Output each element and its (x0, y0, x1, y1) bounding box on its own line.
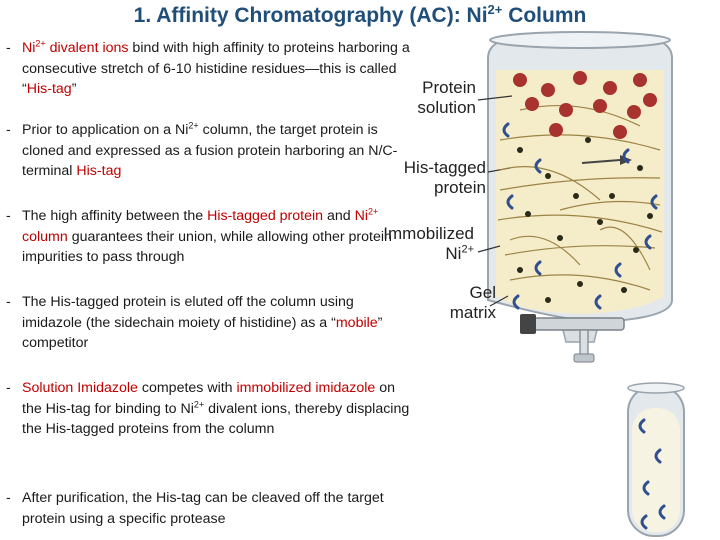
protein-molecule (643, 93, 657, 107)
ni-bead (545, 173, 551, 179)
label-immobilized-ni: Immobilized $Ni^{2+}$ (383, 224, 474, 263)
protein-molecule (593, 99, 607, 113)
protein-molecule (613, 125, 627, 139)
ni-bead (525, 211, 531, 217)
ni-bead (517, 147, 523, 153)
bullet-3-segment: His-tagged protein (207, 208, 324, 224)
ni-bead (545, 297, 551, 303)
ni-bead (557, 235, 563, 241)
label-protein-solution: Protein solution (417, 78, 476, 117)
bullet-2: - Prior to application on a $Ni^{2+}$ column, the target protein is cloned and expressed as a fusion protein harboring an N/C-terminal His-tag (6, 120, 416, 182)
bullet-2-segment: column, the target protein is cloned and expressed as a fusion protein harboring an N/C-terminal (22, 122, 398, 179)
bullet-5: - Solution Imidazole competes with immobilized imidazole on the His-tag for binding to $Ni^{2+}$ divalent ions, thereby displacing the His-tagged proteins from the column (6, 378, 416, 440)
label-his-tagged-protein: His-tagged protein (403, 158, 486, 197)
bullet-1-segment: ” (71, 81, 77, 97)
ni-bead (597, 219, 603, 225)
bullet-1-segment: bind with high affinity to proteins harboring a consecutive stretch of 6-10 histidine residues—this is called “ (22, 40, 410, 97)
protein-molecule (603, 81, 617, 95)
bullet-5-segment: Solution Imidazole (22, 380, 138, 396)
protein-molecule (633, 73, 647, 87)
protein-molecule (573, 71, 587, 85)
protein-molecule (541, 83, 555, 97)
protein-molecule (559, 103, 573, 117)
ni-bead (633, 247, 639, 253)
protein-molecule (549, 123, 563, 137)
ni-bead (637, 165, 643, 171)
bullet-3-segment: Ni (354, 208, 368, 224)
bullet-1-segment: divalent ions (45, 40, 129, 56)
ni-bead (517, 267, 523, 273)
tube-rim (628, 383, 684, 393)
ni-bead (621, 287, 627, 293)
protein-molecule (525, 97, 539, 111)
bullet-4-segment: The His-tagged protein is eluted off the column using imidazole (the sidechain moiety of histidine) as a “ (22, 294, 354, 331)
bullet-6: - After purification, the His-tag can be cleaved off the target protein using a specific protease (6, 488, 416, 529)
ni-bead (647, 213, 653, 219)
bullet-2-segment: Prior to application on a Ni (22, 122, 189, 138)
bullet-5-segment: on the His-tag for binding to Ni (22, 380, 396, 417)
ni-bead (609, 193, 615, 199)
bullet-3-segment: guarantees their union, while allowing other protein impurities to pass through (22, 228, 392, 265)
protein-molecule (513, 73, 527, 87)
bullet-4-segment: ” competitor (22, 314, 383, 351)
ni-bead (585, 137, 591, 143)
bullet-3-segment: The high affinity between the (22, 208, 208, 224)
bullet-1-segment: 2+ (35, 38, 46, 49)
label-gel-matrix: Gel matrix (449, 283, 496, 322)
bullet-5-segment: immobilized imidazole (236, 380, 376, 396)
ni-bead (573, 193, 579, 199)
bullet-2-segment: 2+ (188, 120, 199, 131)
bullet-3: - The high affinity between the His-tagged protein and $Ni^{2+}$ column guarantees their union, while allowing other protein impurities to pass through (6, 206, 416, 268)
bullet-1-segment: Ni (22, 40, 36, 56)
ni-bead (577, 281, 583, 287)
bullet-3-segment: and (323, 208, 355, 224)
protein-molecule (627, 105, 641, 119)
bullet-1: - $Ni^{2+}$ divalent ions bind with high affinity to proteins harboring a consecutive stretch of 6-10 histidine residues—this is called “His-tag” (6, 38, 416, 100)
bullet-5-segment: divalent ions, thereby displacing the His-tagged proteins from the column (22, 400, 410, 437)
bullet-2-segment: His-tag (76, 163, 122, 179)
bullet-5-segment: competes with (137, 380, 237, 396)
bullet-4: - The His-tagged protein is eluted off the column using imidazole (the sidechain moiety of histidine) as a “mobile” competitor (6, 292, 416, 354)
bullet-3-segment: column (22, 228, 68, 245)
bullet-4-segment: mobile (335, 314, 378, 331)
bullet-5-segment: 2+ (193, 398, 205, 409)
slide-title: 1. Affinity Chromatography (AC): $Ni^{2+}$ Column (133, 2, 587, 27)
bullet-6-segment: After purification, the His-tag can be cleaved off the target protein using a specific protease (22, 490, 384, 527)
bullet-3-segment: 2+ (368, 206, 379, 217)
column-rim (490, 32, 670, 48)
bullet-1-segment: His-tag (26, 81, 72, 97)
